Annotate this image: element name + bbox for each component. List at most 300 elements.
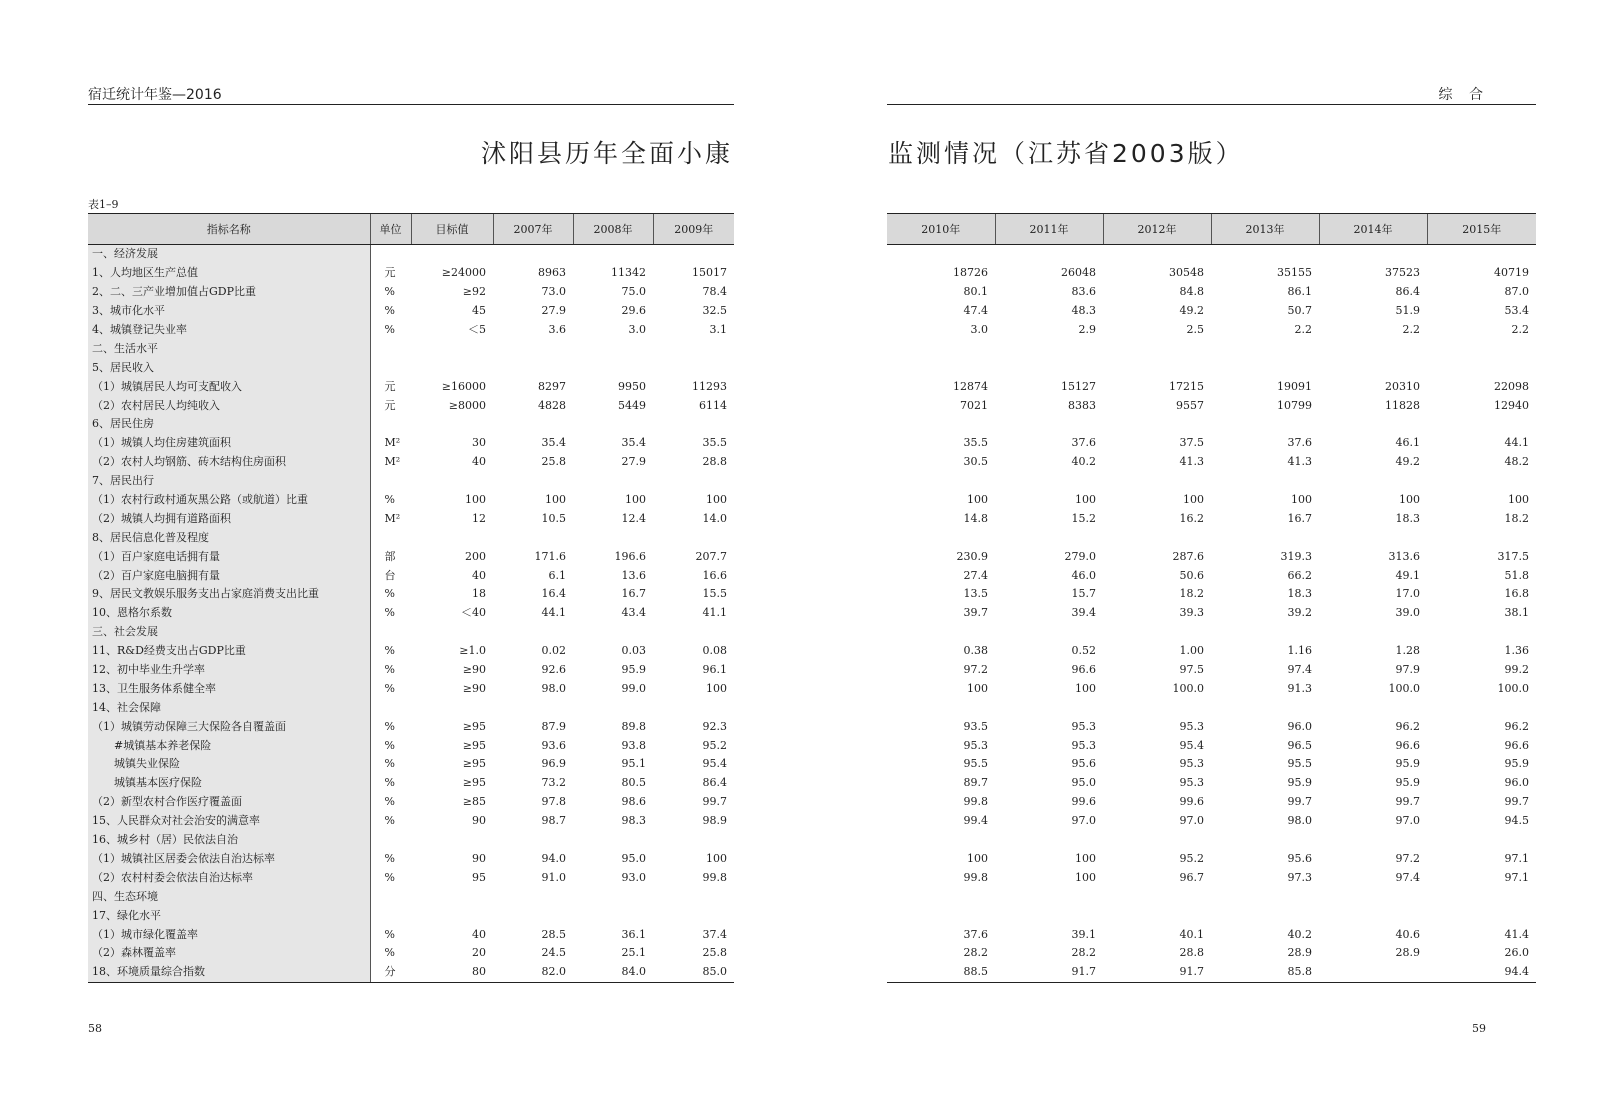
value-cell	[995, 887, 1103, 906]
indicator-name: 14、社会保障	[88, 698, 370, 717]
value-cell: 97.4	[1287, 663, 1312, 677]
value-cell: 43.4	[621, 606, 646, 620]
value-cell	[887, 339, 995, 358]
value-cell: 36.1	[621, 927, 646, 941]
value-cell: 35.5	[963, 436, 988, 450]
value-cell: 10799	[1277, 398, 1312, 412]
table-row	[887, 925, 1536, 944]
value-cell: 19091	[1277, 379, 1312, 393]
column-header: 单位	[370, 214, 411, 245]
value-cell: 28.2	[963, 946, 988, 960]
target-cell: 40	[472, 927, 486, 941]
value-cell: 39.3	[1179, 606, 1204, 620]
value-cell: 89.7	[963, 776, 988, 790]
column-header: 目标值	[411, 214, 493, 245]
value-cell: 86.1	[1287, 285, 1312, 299]
value-cell: 38.1	[1504, 606, 1529, 620]
target-cell	[411, 698, 493, 717]
table-row	[887, 868, 1536, 887]
unit-cell: %	[384, 663, 395, 677]
indicator-name: 7、居民出行	[88, 472, 370, 491]
value-cell: 96.0	[1287, 719, 1312, 733]
value-cell	[1211, 472, 1319, 491]
value-cell: 319.3	[1280, 549, 1312, 563]
value-cell: 98.0	[541, 681, 566, 695]
value-cell: 24.5	[541, 946, 566, 960]
indicator-name: 10、恩格尔系数	[88, 604, 370, 623]
indicator-name: （2）城镇人均拥有道路面积	[88, 509, 370, 528]
value-cell: 2.2	[1294, 323, 1312, 336]
table-row	[887, 339, 1536, 358]
value-cell: 279.0	[1064, 549, 1096, 563]
value-cell	[653, 415, 734, 434]
target-cell: ≥85	[462, 795, 486, 809]
unit-cell	[370, 906, 411, 925]
section-title: 综 合	[1438, 87, 1489, 103]
table-row	[88, 717, 734, 736]
value-cell: 2.2	[1402, 323, 1420, 336]
page-number-right: 59	[1472, 1022, 1486, 1035]
target-cell: ≥95	[462, 719, 486, 733]
indicator-name: 四、生态环境	[88, 887, 370, 906]
table-row	[88, 793, 734, 812]
value-cell: 95.3	[1179, 776, 1204, 790]
value-cell	[887, 906, 995, 925]
value-cell: 12874	[953, 379, 988, 393]
value-cell: 85.8	[1211, 963, 1319, 982]
value-cell: 313.6	[1388, 549, 1420, 563]
value-cell: 27.9	[541, 304, 566, 318]
value-cell: 96.7	[1179, 870, 1204, 884]
indicator-name: （1）农村行政村通灰黑公路（或航道）比重	[88, 491, 370, 510]
value-cell: 99.8	[963, 795, 988, 809]
value-cell: 99.7	[702, 795, 727, 809]
table-row	[88, 868, 734, 887]
value-cell: 41.4	[1504, 927, 1529, 941]
value-cell: 96.6	[1071, 663, 1096, 677]
value-cell: 83.6	[1071, 285, 1096, 299]
value-cell	[887, 528, 995, 547]
value-cell: 14.8	[963, 511, 988, 525]
header-rule-right	[887, 104, 1536, 105]
table-row	[88, 302, 734, 321]
target-cell	[411, 887, 493, 906]
value-cell: 3.0	[628, 323, 646, 336]
unit-cell: %	[384, 927, 395, 941]
value-cell: 196.6	[614, 549, 646, 563]
indicator-name: 3、城市化水平	[88, 302, 370, 321]
value-cell: 95.6	[1287, 851, 1312, 865]
table-row	[88, 887, 734, 906]
value-cell	[573, 358, 653, 377]
table-row	[88, 547, 734, 566]
value-cell: 18.2	[1179, 587, 1204, 601]
value-cell: 95.6	[1071, 757, 1096, 771]
indicator-name: 8、居民信息化普及程度	[88, 528, 370, 547]
value-cell: 2.2	[1511, 323, 1529, 336]
value-cell: 39.4	[1071, 606, 1096, 620]
target-cell: 30	[472, 436, 486, 450]
value-cell: 2.9	[1078, 323, 1096, 336]
value-cell: 16.6	[702, 568, 727, 582]
table-row	[887, 566, 1536, 585]
value-cell	[887, 472, 995, 491]
value-cell: 86.4	[1395, 285, 1420, 299]
value-cell: 37.6	[1071, 436, 1096, 450]
value-cell: 1.00	[1179, 644, 1204, 658]
value-cell: 28.5	[541, 927, 566, 941]
table-title-left: 沭阳县历年全面小康	[480, 139, 733, 168]
indicator-name: （2）新型农村合作医疗覆盖面	[88, 793, 370, 812]
unit-cell: %	[384, 587, 395, 601]
value-cell	[653, 528, 734, 547]
unit-cell: %	[384, 719, 395, 733]
target-cell: ≥24000	[441, 266, 486, 280]
value-cell: 7021	[960, 398, 988, 412]
indicator-name: （1）城镇劳动保障三大保险各自覆盖面	[88, 717, 370, 736]
column-header: 2012年	[1103, 214, 1211, 245]
value-cell: 9557	[1176, 398, 1204, 412]
indicator-name: 16、城乡村（居）民依法自治	[88, 831, 370, 850]
unit-cell	[370, 245, 411, 264]
indicator-name: （2）农村居民人均纯收入	[88, 396, 370, 415]
value-cell: 89.8	[621, 719, 646, 733]
value-cell: 95.2	[1179, 851, 1204, 865]
value-cell: 91.7	[1103, 963, 1211, 982]
value-cell: 46.0	[1071, 568, 1096, 582]
value-cell	[653, 339, 734, 358]
value-cell: 86.4	[702, 776, 727, 790]
table-row	[887, 831, 1536, 850]
yearbook-title: 宿迁统计年鉴—2016	[88, 87, 222, 103]
unit-cell: %	[384, 757, 395, 771]
indicator-name: （1）百户家庭电话拥有量	[88, 547, 370, 566]
value-cell: 95.9	[1395, 757, 1420, 771]
value-cell: 13.5	[963, 587, 988, 601]
target-cell: 20	[472, 946, 486, 960]
value-cell	[653, 623, 734, 642]
unit-cell: %	[384, 814, 395, 828]
table-row	[88, 491, 734, 510]
value-cell: 18726	[953, 266, 988, 280]
value-cell: 82.0	[493, 963, 573, 982]
target-cell: 40	[472, 455, 486, 469]
value-cell: 8297	[538, 379, 566, 393]
value-cell: 100	[1291, 493, 1312, 507]
target-cell: 45	[472, 304, 486, 318]
value-cell: 95.3	[1179, 719, 1204, 733]
value-cell	[493, 339, 573, 358]
value-cell	[1427, 339, 1536, 358]
value-cell: 25.1	[621, 946, 646, 960]
value-cell	[573, 831, 653, 850]
table-row	[88, 812, 734, 831]
table-row	[88, 339, 734, 358]
value-cell: 97.0	[1071, 814, 1096, 828]
target-cell	[411, 472, 493, 491]
value-cell: 18.3	[1287, 587, 1312, 601]
value-cell: 49.1	[1395, 568, 1420, 582]
value-cell: 100	[967, 851, 988, 865]
value-cell	[995, 472, 1103, 491]
value-cell	[1211, 698, 1319, 717]
value-cell: 14.0	[702, 511, 727, 525]
table-row	[88, 831, 734, 850]
value-cell: 8383	[1068, 398, 1096, 412]
value-cell: 1.36	[1504, 644, 1529, 658]
table-row	[887, 661, 1536, 680]
unit-cell: %	[384, 644, 395, 658]
value-cell: 28.9	[1395, 946, 1420, 960]
table-row	[887, 793, 1536, 812]
target-cell	[411, 245, 493, 264]
unit-cell: 台	[384, 568, 396, 582]
unit-cell: %	[384, 681, 395, 695]
value-cell: 40.1	[1179, 927, 1204, 941]
unit-cell: %	[384, 606, 395, 620]
value-cell	[573, 698, 653, 717]
value-cell: 5449	[618, 398, 646, 412]
value-cell: 40719	[1494, 266, 1529, 280]
value-cell: 97.2	[1395, 851, 1420, 865]
unit-cell: %	[384, 795, 395, 809]
table-row	[88, 736, 734, 755]
value-cell: 87.9	[541, 719, 566, 733]
indicator-name: （1）城镇人均住房建筑面积	[88, 434, 370, 453]
table-row	[887, 774, 1536, 793]
value-cell: 39.2	[1287, 606, 1312, 620]
value-cell: 3.6	[548, 323, 566, 336]
value-cell	[493, 831, 573, 850]
indicator-name: 12、初中毕业生升学率	[88, 661, 370, 680]
table-number: 表1–9	[88, 198, 119, 211]
value-cell: 99.0	[621, 681, 646, 695]
table-row	[887, 604, 1536, 623]
value-cell: 37.6	[963, 927, 988, 941]
indicator-name: 6、居民住房	[88, 415, 370, 434]
value-cell	[1427, 245, 1536, 264]
value-cell: 6.1	[548, 568, 566, 582]
unit-cell	[370, 887, 411, 906]
value-cell: 35.4	[621, 436, 646, 450]
table-row	[88, 623, 734, 642]
value-cell: 10.5	[541, 511, 566, 525]
value-cell: 95.3	[1179, 757, 1204, 771]
table-row	[887, 434, 1536, 453]
value-cell	[887, 623, 995, 642]
value-cell: 30.5	[963, 455, 988, 469]
data-table-left	[88, 213, 734, 983]
value-cell: 15127	[1061, 379, 1096, 393]
table-row	[887, 887, 1536, 906]
value-cell: 91.0	[541, 870, 566, 884]
value-cell: 100	[1075, 870, 1096, 884]
value-cell	[1211, 415, 1319, 434]
value-cell: 27.9	[621, 455, 646, 469]
target-cell: 80	[411, 963, 493, 982]
value-cell	[1211, 245, 1319, 264]
value-cell	[1103, 623, 1211, 642]
value-cell: 97.3	[1287, 870, 1312, 884]
value-cell: 35.4	[541, 436, 566, 450]
target-cell	[411, 906, 493, 925]
value-cell: 15.5	[702, 587, 727, 601]
value-cell: 100	[967, 493, 988, 507]
unit-cell	[370, 358, 411, 377]
value-cell: 39.7	[963, 606, 988, 620]
column-header: 2007年	[493, 214, 573, 245]
column-header: 2008年	[573, 214, 653, 245]
value-cell: 95.9	[1395, 776, 1420, 790]
value-cell: 97.0	[1395, 814, 1420, 828]
value-cell	[653, 831, 734, 850]
table-row	[88, 528, 734, 547]
value-cell: 3.0	[970, 323, 988, 336]
value-cell: 32.5	[702, 304, 727, 318]
table-row	[887, 906, 1536, 925]
value-cell	[1427, 358, 1536, 377]
target-cell	[411, 528, 493, 547]
value-cell: 287.6	[1172, 549, 1204, 563]
unit-cell: 元	[384, 266, 396, 280]
value-cell	[573, 472, 653, 491]
value-cell	[493, 698, 573, 717]
value-cell: 11342	[611, 266, 646, 280]
value-cell: 99.2	[1504, 663, 1529, 677]
value-cell: 100.0	[1172, 681, 1204, 695]
table-row	[887, 850, 1536, 869]
unit-cell	[370, 415, 411, 434]
value-cell	[493, 623, 573, 642]
value-cell: 95.3	[963, 738, 988, 752]
value-cell	[887, 887, 995, 906]
value-cell: 2.5	[1186, 323, 1204, 336]
value-cell	[887, 831, 995, 850]
value-cell: 99.7	[1287, 795, 1312, 809]
unit-cell: %	[384, 851, 395, 865]
indicator-name: （1）城镇社区居委会依法自治达标率	[88, 850, 370, 869]
unit-cell: %	[384, 738, 395, 752]
value-cell: 100	[706, 681, 727, 695]
value-cell	[1319, 358, 1427, 377]
value-cell: 99.8	[963, 870, 988, 884]
value-cell: 95.5	[1287, 757, 1312, 771]
value-cell	[995, 698, 1103, 717]
value-cell: 100	[706, 493, 727, 507]
value-cell	[653, 358, 734, 377]
value-cell	[995, 906, 1103, 925]
indicator-name: 9、居民文教娱乐服务支出占家庭消费支出比重	[88, 585, 370, 604]
table-row	[887, 472, 1536, 491]
value-cell: 78.4	[702, 285, 727, 299]
value-cell: 98.6	[621, 795, 646, 809]
unit-cell	[370, 339, 411, 358]
table-row	[887, 623, 1536, 642]
target-cell: ≥8000	[448, 398, 486, 412]
column-header: 2011年	[995, 214, 1103, 245]
indicator-name: 一、经济发展	[88, 245, 370, 264]
value-cell: 27.4	[963, 568, 988, 582]
indicator-name: 11、R&D经费支出占GDP比重	[88, 642, 370, 661]
unit-cell: %	[384, 493, 395, 507]
value-cell	[1103, 906, 1211, 925]
value-cell: 25.8	[541, 455, 566, 469]
value-cell: 100	[1399, 493, 1420, 507]
value-cell: 51.9	[1395, 304, 1420, 318]
value-cell: 3.1	[709, 323, 727, 336]
value-cell	[573, 528, 653, 547]
value-cell	[995, 623, 1103, 642]
value-cell: 96.6	[1504, 738, 1529, 752]
table-row	[88, 963, 734, 982]
value-cell	[995, 415, 1103, 434]
value-cell	[995, 358, 1103, 377]
table-row	[887, 642, 1536, 661]
value-cell: 171.6	[534, 549, 566, 563]
target-cell	[411, 623, 493, 642]
indicator-name: （1）城镇居民人均可支配收入	[88, 377, 370, 396]
target-cell: 90	[472, 851, 486, 865]
table-row	[88, 245, 734, 264]
value-cell	[1103, 245, 1211, 264]
value-cell: 98.9	[702, 814, 727, 828]
value-cell: 28.8	[702, 455, 727, 469]
value-cell: 12940	[1494, 398, 1529, 412]
target-cell: ≥90	[462, 663, 486, 677]
value-cell: 35.5	[702, 436, 727, 450]
value-cell: 95.5	[963, 757, 988, 771]
value-cell: 46.1	[1395, 436, 1420, 450]
indicator-name: 1、人均地区生产总值	[88, 264, 370, 283]
value-cell: 95.4	[1179, 738, 1204, 752]
value-cell: 12.4	[621, 511, 646, 525]
value-cell	[1103, 472, 1211, 491]
value-cell	[1103, 831, 1211, 850]
value-cell: 96.6	[1395, 738, 1420, 752]
unit-cell: 元	[384, 379, 396, 393]
table-row	[88, 453, 734, 472]
table-row	[88, 509, 734, 528]
indicator-name: （2）森林覆盖率	[88, 944, 370, 963]
value-cell	[1211, 906, 1319, 925]
value-cell: 26.0	[1504, 946, 1529, 960]
value-cell: 99.6	[1179, 795, 1204, 809]
data-table-right	[887, 213, 1536, 983]
value-cell: 49.2	[1179, 304, 1204, 318]
value-cell: 15017	[692, 266, 727, 280]
table-row	[887, 698, 1536, 717]
value-cell	[1427, 472, 1536, 491]
value-cell: 93.6	[541, 738, 566, 752]
table-row	[88, 283, 734, 302]
target-cell	[411, 339, 493, 358]
indicator-name: 18、环境质量综合指数	[88, 963, 370, 982]
value-cell: 30548	[1169, 266, 1204, 280]
value-cell: 98.0	[1287, 814, 1312, 828]
value-cell	[1319, 963, 1427, 982]
value-cell	[1319, 472, 1427, 491]
value-cell	[1427, 906, 1536, 925]
value-cell	[1427, 698, 1536, 717]
indicator-name: （1）城市绿化覆盖率	[88, 925, 370, 944]
value-cell: 95.3	[1071, 738, 1096, 752]
value-cell: 0.38	[963, 644, 988, 658]
target-cell: 95	[472, 870, 486, 884]
value-cell	[493, 887, 573, 906]
unit-cell: 分	[370, 963, 411, 982]
table-title-right: 监测情况（江苏省2003版）	[888, 139, 1244, 168]
table-row	[88, 585, 734, 604]
